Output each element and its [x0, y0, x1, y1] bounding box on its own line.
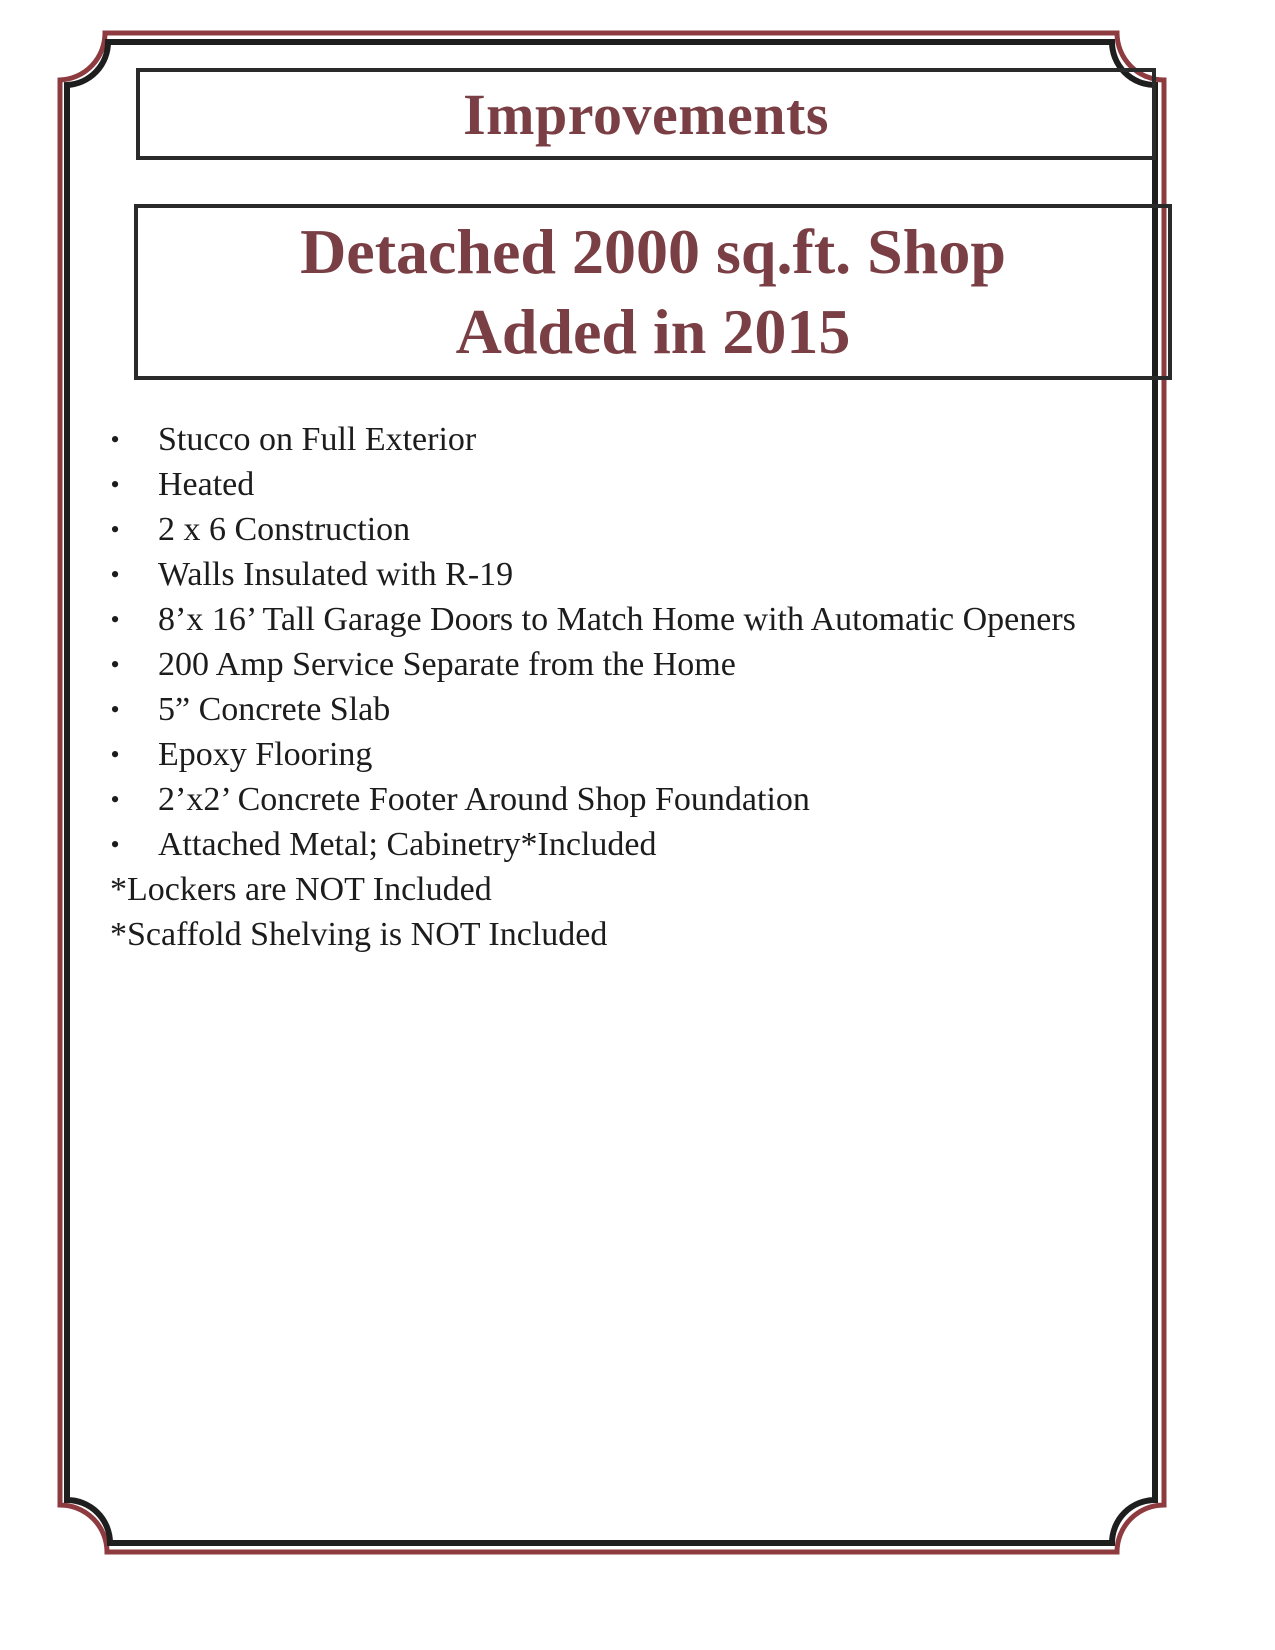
feature-item: [105, 552, 1076, 597]
feature-text: Heated: [158, 466, 255, 503]
bullet-icon: •: [110, 785, 120, 814]
feature-text: Attached Metal; Cabinetry*Included: [158, 826, 657, 863]
feature-text: 2 x 6 Construction: [158, 511, 411, 548]
headline-box: [134, 204, 1172, 380]
feature-item: [105, 687, 1076, 732]
bullet-icon: •: [110, 605, 120, 634]
footnote: *Scaffold Shelving is NOT Included: [110, 916, 608, 953]
feature-item: [105, 507, 1076, 552]
bullet-icon: •: [110, 650, 120, 679]
feature-text: Walls Insulated with R-19: [158, 556, 514, 593]
bullet-icon: •: [110, 515, 120, 544]
headline-line-1: Detached 2000 sq.ft. Shop: [300, 216, 1006, 287]
title-box: [136, 68, 1156, 160]
bullet-icon: •: [110, 695, 120, 724]
bullet-icon: •: [110, 830, 120, 859]
bullet-icon: •: [110, 470, 120, 499]
feature-item: [105, 462, 1076, 507]
bullet-icon: •: [110, 425, 120, 454]
page-title: Improvements: [463, 81, 829, 147]
feature-item: [105, 822, 1076, 867]
feature-item: [105, 417, 1076, 462]
feature-item: [105, 642, 1076, 687]
feature-text: Stucco on Full Exterior: [158, 421, 477, 458]
feature-list: [105, 417, 1076, 867]
bullet-icon: •: [110, 560, 120, 589]
feature-item: [105, 732, 1076, 777]
footnote: *Lockers are NOT Included: [110, 871, 492, 908]
feature-text: Epoxy Flooring: [158, 736, 373, 773]
footnotes: [110, 867, 607, 957]
feature-text: 2’x2’ Concrete Footer Around Shop Foundation: [158, 781, 810, 818]
feature-item: [105, 777, 1076, 822]
headline-line-2: Added in 2015: [455, 296, 851, 367]
bullet-icon: •: [110, 740, 120, 769]
feature-text: 200 Amp Service Separate from the Home: [158, 646, 736, 683]
feature-item: [105, 597, 1076, 642]
feature-text: 8’x 16’ Tall Garage Doors to Match Home with Automatic Openers: [158, 601, 1076, 638]
feature-text: 5” Concrete Slab: [158, 691, 391, 728]
